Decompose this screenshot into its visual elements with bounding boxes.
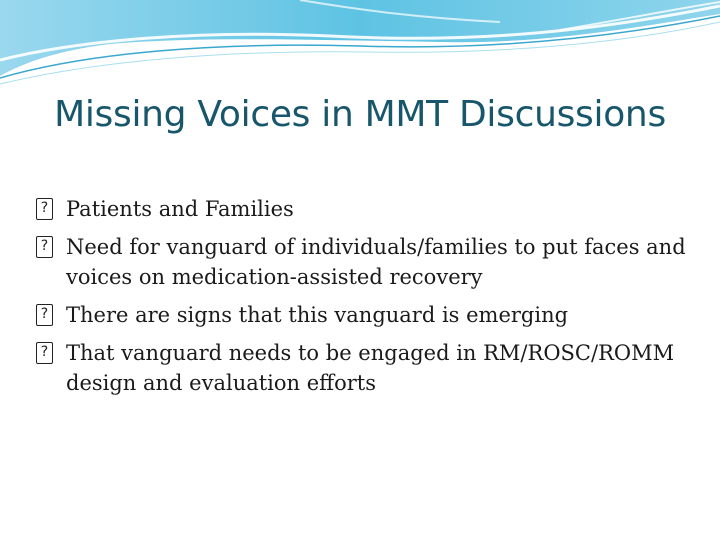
bullet-marker-icon: ? xyxy=(36,304,53,326)
bullet-text: That vanguard needs to be engaged in RM/ROSC/ROMM design and evaluation efforts xyxy=(66,341,675,395)
bullet-marker-icon: ? xyxy=(36,342,53,364)
bullet-item xyxy=(36,300,696,330)
bullet-item xyxy=(36,194,696,224)
bullet-text: Patients and Families xyxy=(66,197,294,221)
slide-title: Missing Voices in MMT Discussions xyxy=(54,94,666,135)
bullet-marker-icon: ? xyxy=(36,198,53,220)
bullet-list xyxy=(36,194,696,406)
bullet-text: Need for vanguard of individuals/families to put faces and voices on medication-assisted recovery xyxy=(66,235,686,289)
bullet-item xyxy=(36,232,696,292)
bullet-item xyxy=(36,338,696,398)
bullet-text: There are signs that this vanguard is emerging xyxy=(66,303,569,327)
bullet-marker-icon: ? xyxy=(36,236,53,258)
header-wave-decoration xyxy=(0,0,720,90)
